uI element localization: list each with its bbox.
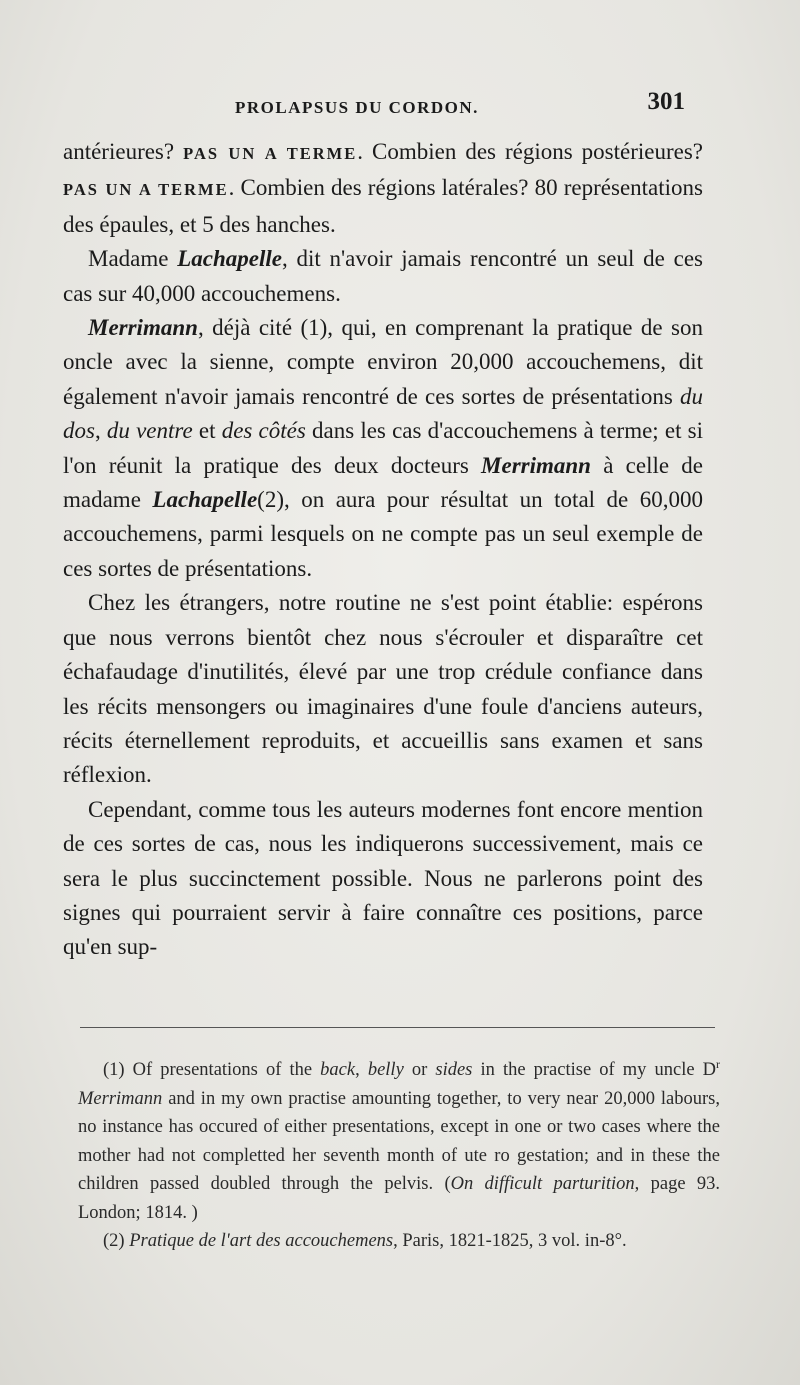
italic-phrase: belly — [367, 1060, 404, 1081]
text-run: , dit n'avoir jamais rencontré un seul de ces cas sur 40,000 accouchemens. — [63, 246, 703, 306]
person-name: Merrimann — [88, 315, 198, 341]
running-head: PROLAPSUS DU CORDON. — [235, 98, 479, 117]
paragraph-4: Chez les étrangers, notre routine ne s'est point établie: espérons que nous verrons bientôt chez nous s'écrouler et disparaître cet échafaudage d'inutilités, élevé par une trop crédule confiance dans les récits mensongers ou imaginaires d'une foule d'anciens auteurs, récits éternellement reproduits, et accueillis sans examen et sans réflexion. — [63, 590, 703, 788]
small-caps-phrase: PAS UN A TERME — [63, 180, 229, 200]
person-name: Merrimann — [78, 1088, 163, 1109]
paragraph-3 — [63, 311, 703, 586]
text-run: Madame — [88, 246, 178, 272]
page-header — [60, 88, 685, 124]
body-text — [63, 135, 703, 965]
text-run: (1) Of presentations of the — [103, 1060, 321, 1081]
italic-phrase: back — [320, 1060, 356, 1081]
text-run: or — [403, 1060, 436, 1081]
superscript: r — [716, 1057, 720, 1071]
text-run: et — [192, 418, 222, 444]
text-run: , — [94, 418, 107, 444]
small-caps-phrase: PAS UN A TERME — [183, 144, 358, 163]
text-run: , déjà cité (1), qui, en comprenant la pratique de son oncle avec la sienne, compte environ 20,000 accouchemens, dit également n'avoir jamais rencontré de ces sortes de présentations — [63, 315, 703, 409]
text-run: . Combien des régions postérieures? — [357, 139, 703, 164]
paragraph-2 — [63, 242, 703, 311]
text-run: à celle de madame — [63, 452, 704, 513]
text-run: (2), on aura pour résultat un total de 60,000 accouchemens, parmi lesquels on ne compte pas un seul exemple de ces sortes de présentations. — [63, 487, 703, 581]
text-run: antérieures? — [63, 139, 184, 164]
text-run: , Paris, 1821-1825, 3 vol. in-8°. — [393, 1231, 627, 1252]
footnote-divider — [80, 1027, 715, 1028]
footnote-2 — [78, 1227, 720, 1256]
italic-phrase: Pratique de l'art des accouchemens — [129, 1231, 394, 1252]
person-name: Lachapelle — [152, 487, 258, 513]
paragraph-1 — [63, 135, 703, 242]
text-run: , — [355, 1060, 368, 1081]
italic-phrase: sides — [435, 1060, 473, 1081]
person-name: Lachapelle — [177, 246, 282, 272]
italic-phrase: du ventre — [106, 418, 193, 444]
text-run: dans les cas d'accouchemens à terme; et si l'on réunit la pratique des deux docteurs — [63, 418, 703, 478]
page-number: 301 — [647, 88, 685, 115]
footnote-1 — [78, 1050, 720, 1227]
text-run: and in my own practise amounting together, to very near 20,000 labours, no instance has occured of either presentations, except in one or two cases where the mother had not completted her seventh month of ute ro gestation; and in these the children passed doubled through the pelvis. ( — [78, 1088, 720, 1195]
paragraph-5: Cependant, comme tous les auteurs modernes font encore mention de ces sortes de cas, nous les indiquerons successivement, mais ce sera le plus succinctement possible. Nous ne parlerons point des signes qui pourraient servir à faire connaître ces positions, parce qu'en sup- — [63, 796, 703, 960]
text-run: . Combien des régions latérales? 80 représentations des épaules, et 5 des hanches. — [63, 175, 703, 237]
footnotes — [78, 1050, 720, 1256]
text-run: in the practise of my uncle D — [472, 1060, 716, 1081]
italic-phrase: On difficult parturition — [450, 1174, 635, 1195]
italic-phrase: des côtés — [221, 418, 306, 444]
person-name: Merrimann — [481, 452, 591, 478]
italic-phrase: du dos — [63, 383, 703, 444]
text-run: (2) — [103, 1231, 130, 1252]
text-run: , page 93. London; 1814. ) — [78, 1174, 720, 1223]
